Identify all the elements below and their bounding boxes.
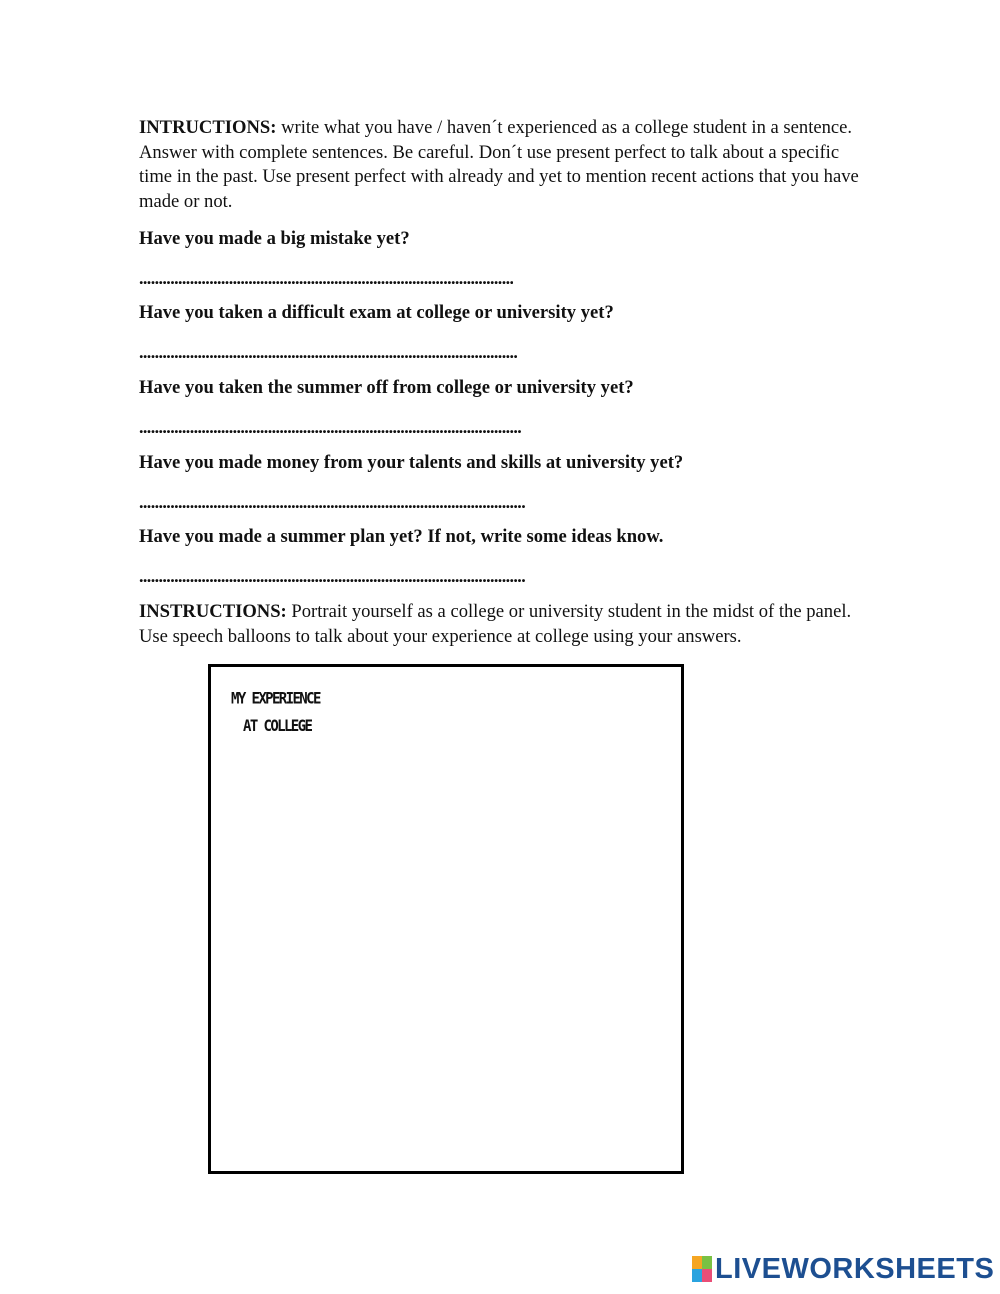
panel-title-line-1: MY EXPERIENCE (231, 689, 320, 708)
answer-line-1[interactable]: ................................................................................................ (139, 268, 514, 288)
instructions-panel (139, 600, 869, 649)
logo-square-1 (692, 1256, 702, 1269)
answer-line-4[interactable]: ................................................................................................... (139, 492, 526, 512)
question-3: Have you taken the summer off from college or university yet? (139, 377, 634, 398)
logo-square-2 (702, 1256, 712, 1269)
question-4: Have you made money from your talents and skills at university yet? (139, 452, 684, 473)
liveworksheets-logo (692, 1254, 994, 1284)
question-5: Have you made a summer plan yet? If not, write some ideas know. (139, 526, 664, 547)
logo-mark-icon (692, 1256, 712, 1282)
instructions-panel-text: Portrait yourself as a college or university student in the midst of the panel. Use speech balloons to talk about your experience at college using your answers. (139, 601, 852, 647)
panel-title-line-2: AT COLLEGE (243, 717, 312, 736)
answer-line-3[interactable]: .................................................................................................. (139, 417, 522, 437)
panel-title (231, 685, 320, 740)
instructions-intro (139, 116, 869, 214)
logo-square-3 (692, 1269, 702, 1282)
question-2: Have you taken a difficult exam at college or university yet? (139, 302, 614, 323)
question-1: Have you made a big mistake yet? (139, 228, 410, 249)
instructions-intro-text: write what you have / haven´t experienced as a college student in a sentence. Answer with complete sentences. Be careful. Don´t use present perfect to talk about a specific time in the past. Use present perfect with already and yet to mention recent actions that you have made or not. (139, 117, 859, 212)
logo-text: LIVEWORKSHEETS (715, 1253, 995, 1285)
instructions-panel-label: INSTRUCTIONS: (139, 601, 287, 622)
instructions-intro-label: INTRUCTIONS: (139, 117, 277, 138)
answer-line-2[interactable]: ................................................................................................. (139, 342, 518, 362)
logo-square-4 (702, 1269, 712, 1282)
drawing-panel[interactable] (208, 664, 684, 1174)
answer-line-5[interactable]: ................................................................................................... (139, 566, 526, 586)
